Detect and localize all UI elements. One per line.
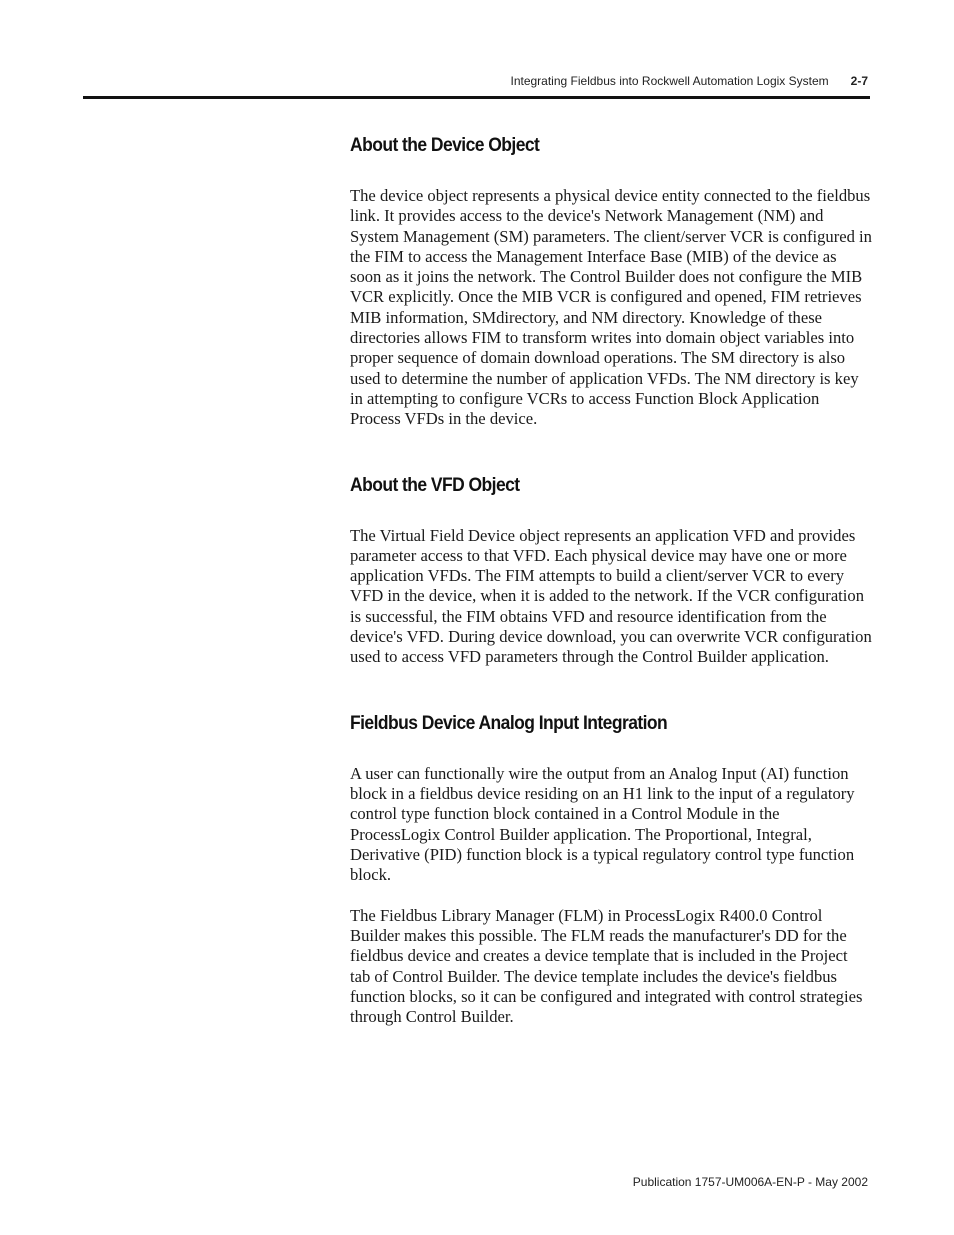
section-heading: About the Device Object bbox=[350, 135, 540, 156]
section-heading: About the VFD Object bbox=[350, 474, 520, 496]
page-number: 2-7 bbox=[850, 74, 868, 88]
running-header bbox=[510, 74, 868, 88]
paragraph: A user can functionally wire the output from an Analog Input (AI) function block in a fieldbus device residing on an H1 link to the input of a regulatory control type function block contained in a Control Module in the ProcessLogix Control Builder application. The Proportional, Integral, Derivative (PID) function block is a typical regulatory control type function block. bbox=[350, 763, 855, 885]
paragraph: The Fieldbus Library Manager (FLM) in ProcessLogix R400.0 Control Builder makes this possible. The FLM reads the manufacturer's DD for the fieldbus device and creates a device template that is included in the Project tab of Control Builder. The device template includes the device's fieldbus function blocks, so it can be configured and integrated with control strategies through Control Builder. bbox=[350, 905, 863, 1027]
section-vfd-object bbox=[350, 472, 872, 668]
section-heading: Fieldbus Device Analog Input Integration bbox=[350, 712, 668, 734]
section-analog-input-integration bbox=[350, 710, 872, 1028]
publication-footer: Publication 1757-UM006A-EN-P - May 2002 bbox=[632, 1175, 868, 1189]
running-title: Integrating Fieldbus into Rockwell Automation Logix System bbox=[510, 74, 829, 88]
paragraph: The Virtual Field Device object represents an application VFD and provides parameter access to that VFD. Each physical device may have one or more application VFDs. The FIM attempts to build a client/server VCR to every VFD in the device, when it is added to the network. If the VCR configuration is successful, the FIM obtains VFD and resource identification from the device's VFD. During device download, you can overwrite VCR configuration used to access VFD parameters through the Control Builder application. bbox=[350, 525, 872, 667]
header-rule bbox=[83, 96, 870, 99]
section-device-object bbox=[350, 132, 872, 430]
page-content bbox=[350, 132, 872, 1028]
paragraph: The device object represents a physical device entity connected to the fieldbus link. It provides access to the device's Network Management (NM) and System Management (SM) parameters. The client/server VCR is configured in the FIM to access the Management Interface Base (MIB) of the device as soon as it joins the network. The Control Builder does not configure the MIB VCR explicitly. Once the MIB VCR is configured and opened, FIM retrieves MIB information, SMdirectory, and NM directory. Knowledge of these directories allows FIM to transform writes into domain object variables into proper sequence of domain download operations. The SM directory is also used to determine the number of application VFDs. The NM directory is key in attempting to configure VCRs to access Function Block Application Process VFDs in the device. bbox=[350, 186, 872, 429]
